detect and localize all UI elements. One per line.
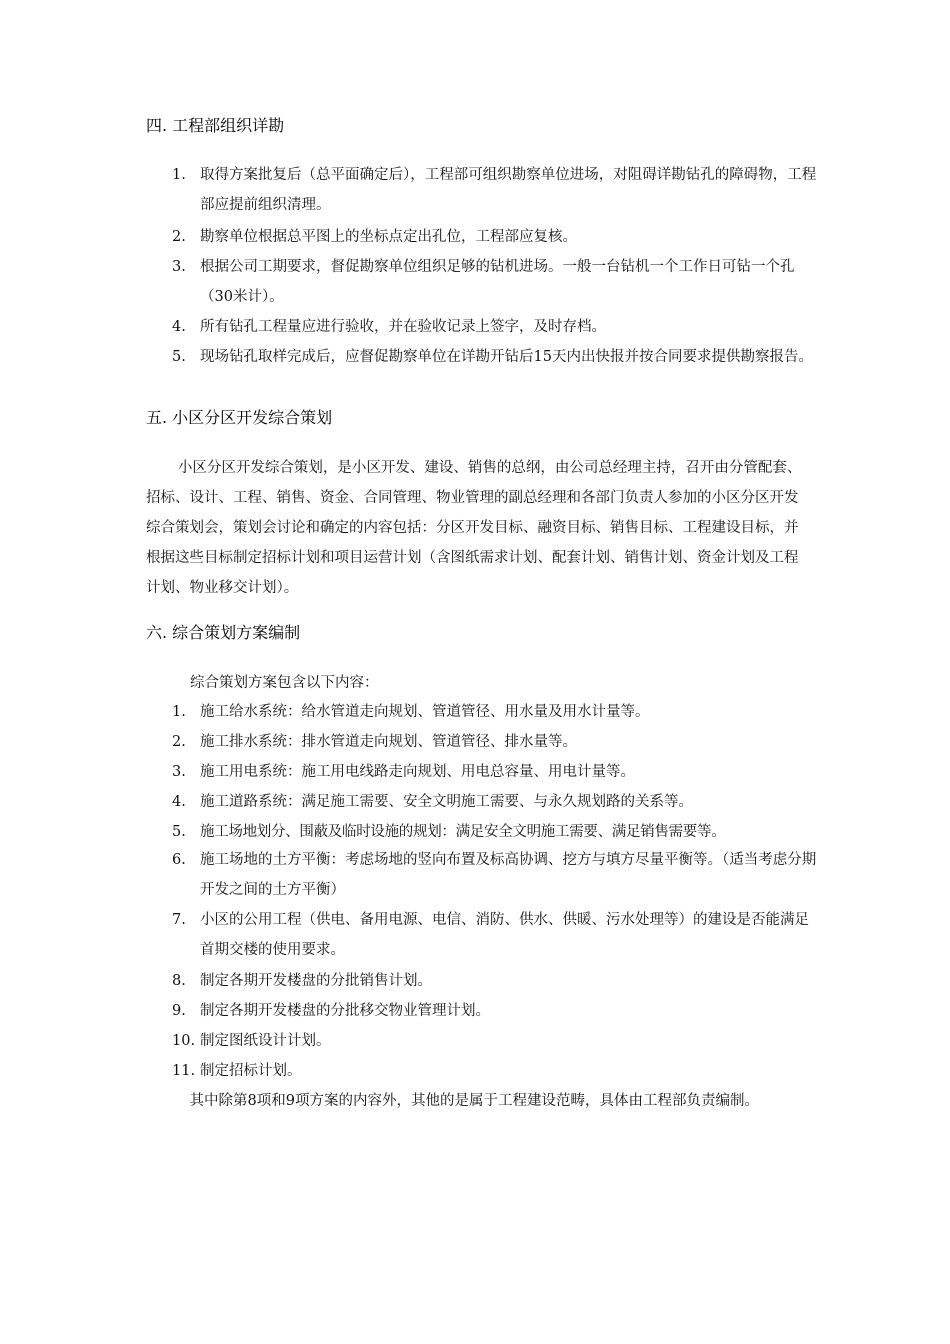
list-item: [172, 905, 822, 965]
list-item-number: 4.: [172, 794, 186, 810]
list-item: [172, 817, 832, 847]
list-item-number: 2.: [172, 229, 186, 245]
list-item-text: 制定各期开发楼盘的分批移交物业管理计划。: [200, 1003, 490, 1019]
list-item-text: 根据公司工期要求，督促勘察单位组织足够的钻机进场。一般一台钻机一个工作日可钻一个孔（30米计）。: [200, 259, 795, 305]
list-item-text: 制定招标计划。: [200, 1063, 302, 1079]
list-item: [172, 1056, 822, 1086]
list-item-number: 2.: [172, 734, 186, 750]
list-item-number: 5.: [172, 349, 186, 365]
list-item-number: 10.: [172, 1033, 196, 1049]
list-item-text: 取得方案批复后（总平面确定后），工程部可组织勘察单位进场，对阻碍详勘钻孔的障碍物，工程部应提前组织清理。: [200, 167, 817, 213]
list-item-text: 施工场地的土方平衡：考虑场地的竖向布置及标高协调、挖方与填方尽量平衡等。（适当考虑分期开发之间的土方平衡）: [200, 852, 817, 898]
list-item-number: 7.: [172, 912, 186, 928]
section-5-heading: 五. 小区分区开发综合策划: [146, 408, 333, 427]
list-item-text: 施工道路系统：满足施工需要、安全文明施工需要、与永久规划路的关系等。: [200, 794, 693, 810]
section-6-intro: 综合策划方案包含以下内容：: [190, 675, 379, 691]
list-item: [172, 787, 822, 817]
list-item-number: 1.: [172, 704, 186, 720]
list-item-number: 11.: [172, 1063, 196, 1079]
list-item: [172, 160, 822, 220]
list-item-number: 9.: [172, 1003, 186, 1019]
list-item-text: 制定各期开发楼盘的分批销售计划。: [200, 973, 432, 989]
list-item: [172, 966, 822, 996]
list-item-text: 勘察单位根据总平图上的坐标点定出孔位，工程部应复核。: [200, 229, 577, 245]
list-item: [172, 757, 822, 787]
list-item: [172, 697, 822, 727]
list-item-text: 施工用电系统：施工用电线路走向规划、用电总容量、用电计量等。: [200, 764, 635, 780]
list-item-text: 制定图纸设计计划。: [200, 1033, 331, 1049]
list-item-number: 8.: [172, 973, 186, 989]
list-item: [172, 1026, 822, 1056]
list-item-text: 现场钻孔取样完成后，应督促勘察单位在详勘开钻后15天内出快报并按合同要求提供勘察报告。: [200, 349, 813, 365]
list-item-text: 施工场地划分、围蔽及临时设施的规划：满足安全文明施工需要、满足销售需要等。: [200, 824, 726, 840]
list-item: [172, 222, 822, 252]
section-4-heading: 四. 工程部组织详勘: [146, 116, 285, 135]
list-item-text: 施工给水系统：给水管道走向规划、管道管径、用水量及用水计量等。: [200, 704, 650, 720]
list-item-number: 5.: [172, 824, 186, 840]
list-item-number: 6.: [172, 852, 186, 868]
list-item: [172, 312, 822, 342]
list-item-number: 3.: [172, 764, 186, 780]
list-item-number: 3.: [172, 259, 186, 275]
list-item-text: 施工排水系统：排水管道走向规划、管道管径、排水量等。: [200, 734, 577, 750]
list-item-number: 4.: [172, 319, 186, 335]
list-item: [172, 342, 822, 372]
list-item-number: 1.: [172, 167, 186, 183]
section-6-heading: 六. 综合策划方案编制: [146, 623, 301, 642]
list-item-text: 小区的公用工程（供电、备用电源、电信、消防、供水、供暖、污水处理等）的建设是否能满足首期交楼的使用要求。: [200, 912, 809, 958]
list-item: [172, 252, 822, 312]
list-item: [172, 996, 822, 1026]
section-5-paragraph: 小区分区开发综合策划，是小区开发、建设、销售的总纲，由公司总经理主持，召开由分管配套、招标、设计、工程、销售、资金、合同管理、物业管理的副总经理和各部门负责人参加的小区分区开发综合策划会，策划会讨论和确定的内容包括：分区开发目标、融资目标、销售目标、工程建设目标，并根据这些目标制定招标计划和项目运营计划（含图纸需求计划、配套计划、销售计划、资金计划及工程计划、物业移交计划）。: [146, 460, 802, 596]
list-item: [172, 727, 822, 757]
section-6-closing: 其中除第8项和9项方案的内容外，其他的是属于工程建设范畴，具体由工程部负责编制。: [189, 1093, 759, 1109]
list-item-text: 所有钻孔工程量应进行验收，并在验收记录上签字，及时存档。: [200, 319, 606, 335]
list-item: [172, 845, 822, 905]
